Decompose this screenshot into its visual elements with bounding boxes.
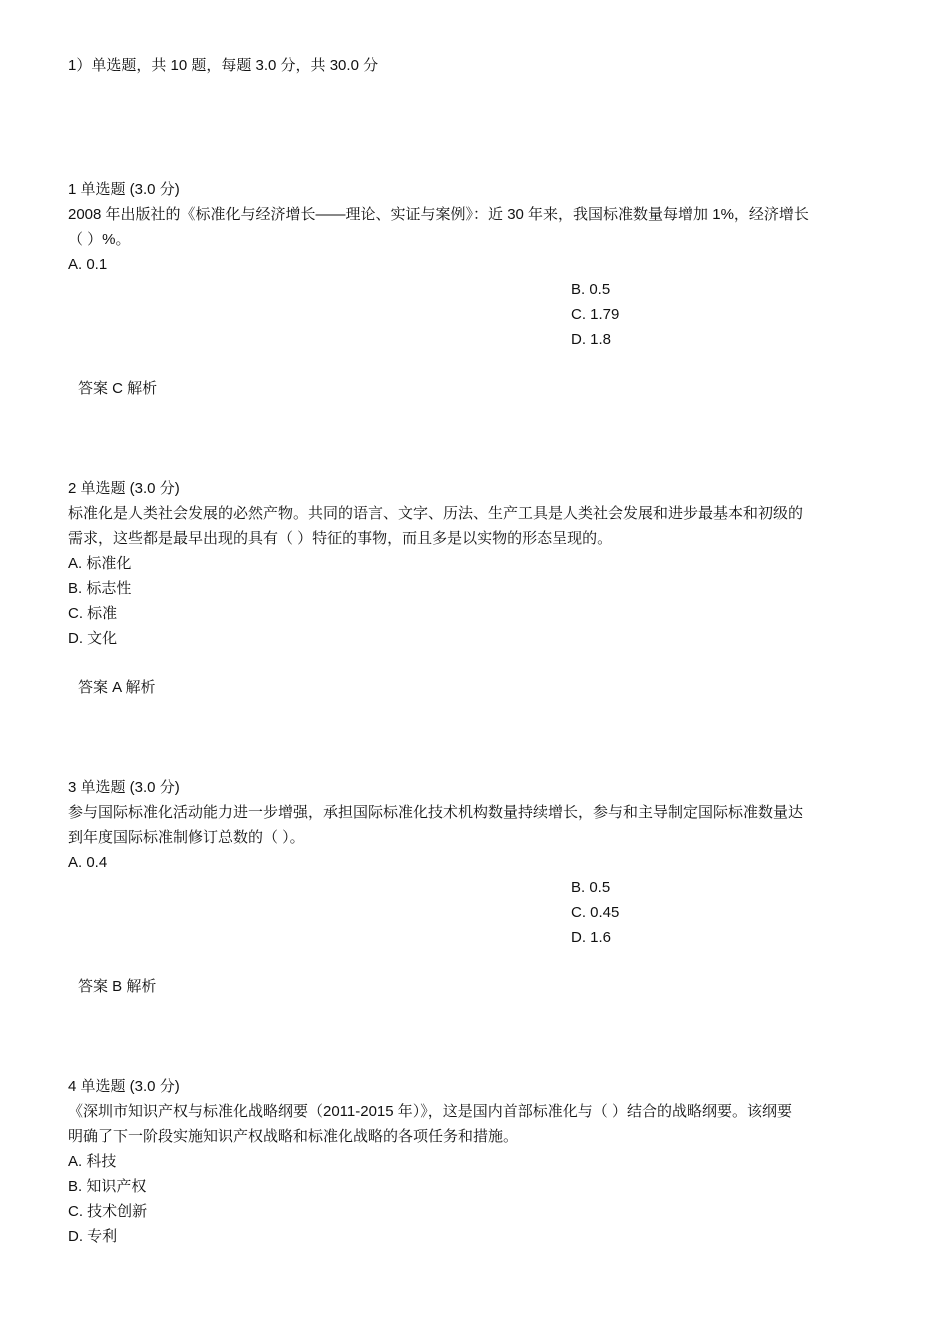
question-4-option-d[interactable]: D. 专利 bbox=[68, 1228, 118, 1245]
question-4-text-line-1: 《深圳市知识产权与标准化战略纲要（2011-2015 年）》，这是国内首部标准化与（ ）结合的战略纲要。该纲要 bbox=[68, 1103, 792, 1120]
question-3-text-line-1: 参与国际标准化活动能力进一步增强，承担国际标准化技术机构数量持续增长，参与和主导制定国际标准数量达 bbox=[68, 804, 804, 821]
question-1-option-a[interactable]: A. 0.1 bbox=[68, 256, 108, 273]
question-2-option-b[interactable]: B. 标志性 bbox=[68, 580, 132, 597]
question-1-option-d[interactable]: D. 1.8 bbox=[571, 331, 612, 348]
section-header: 1）单选题，共 10 题，每题 3.0 分，共 30.0 分 bbox=[68, 57, 379, 74]
question-3-answer: 答案 B 解析 bbox=[78, 978, 157, 995]
question-3-text-line-2: 到年度国际标准制修订总数的（ ）。 bbox=[68, 829, 305, 846]
question-2-answer: 答案 A 解析 bbox=[78, 679, 156, 696]
question-1-text-line-2: （ ）%。 bbox=[68, 231, 131, 248]
question-4-option-b[interactable]: B. 知识产权 bbox=[68, 1178, 147, 1195]
question-3-option-c[interactable]: C. 0.45 bbox=[571, 904, 620, 921]
question-1-option-c[interactable]: C. 1.79 bbox=[571, 306, 620, 323]
question-2-text-line-2: 需求，这些都是最早出现的具有（ ）特征的事物，而且多是以实物的形态呈现的。 bbox=[68, 530, 613, 547]
question-4-text-line-2: 明确了下一阶段实施知识产权战略和标准化战略的各项任务和措施。 bbox=[68, 1128, 519, 1145]
question-1-text-line-1: 2008 年出版社的《标准化与经济增长——理论、实证与案例》：近 30 年来，我国标准数量每增加 1%，经济增长 bbox=[68, 206, 809, 223]
question-3-option-d[interactable]: D. 1.6 bbox=[571, 929, 612, 946]
question-4-option-c[interactable]: C. 技术创新 bbox=[68, 1203, 148, 1220]
question-1-option-b[interactable]: B. 0.5 bbox=[571, 281, 611, 298]
question-1-answer: 答案 C 解析 bbox=[78, 380, 158, 397]
question-3-option-b[interactable]: B. 0.5 bbox=[571, 879, 611, 896]
question-2-text-line-1: 标准化是人类社会发展的必然产物。共同的语言、文字、历法、生产工具是人类社会发展和进步最基本和初级的 bbox=[68, 505, 804, 522]
question-3-header: 3 单选题 (3.0 分) bbox=[68, 779, 180, 796]
question-2-option-a[interactable]: A. 标准化 bbox=[68, 555, 132, 572]
question-2-option-d[interactable]: D. 文化 bbox=[68, 630, 118, 647]
question-4-option-a[interactable]: A. 科技 bbox=[68, 1153, 117, 1170]
question-3-option-a[interactable]: A. 0.4 bbox=[68, 854, 108, 871]
question-2-header: 2 单选题 (3.0 分) bbox=[68, 480, 180, 497]
question-4-header: 4 单选题 (3.0 分) bbox=[68, 1078, 180, 1095]
question-2-option-c[interactable]: C. 标准 bbox=[68, 605, 118, 622]
question-1-header: 1 单选题 (3.0 分) bbox=[68, 181, 180, 198]
